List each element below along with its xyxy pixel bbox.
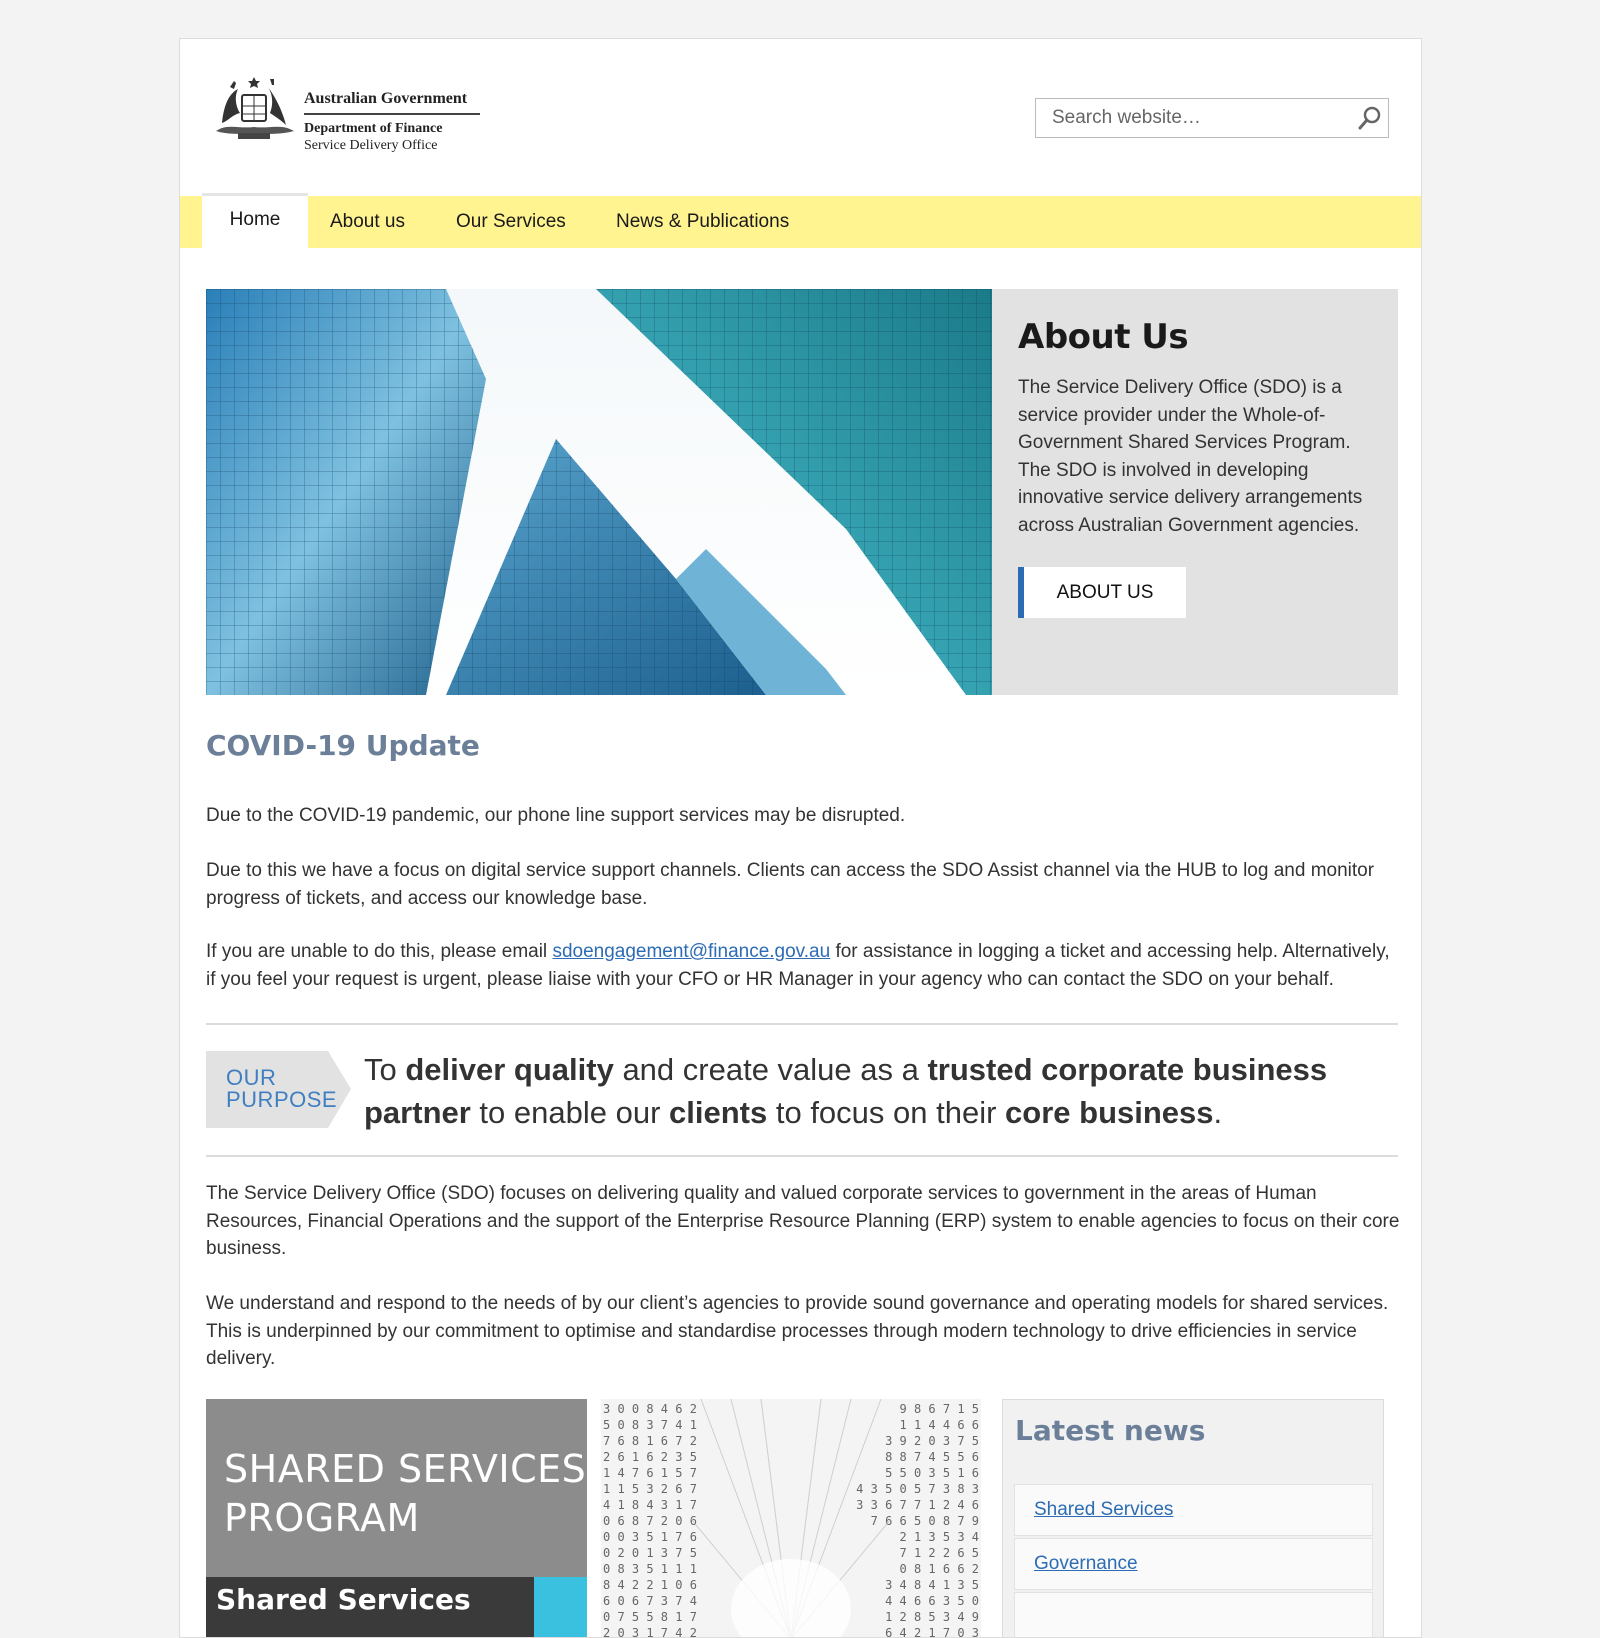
purpose-b1: deliver quality (405, 1052, 614, 1087)
search-icon[interactable] (1356, 104, 1384, 132)
nav-item-news-publications[interactable]: News & Publications (616, 211, 790, 232)
svg-text:4 1 8 4 3 1 7: 4 1 8 4 3 1 7 (603, 1498, 697, 1512)
covid-paragraph-2: Due to this we have a focus on digital service support channels. Clients can access the SDO Assist channel via the HUB to log and monitor progress of tickets, and access our knowledge base. (206, 860, 1375, 909)
svg-text:1 1 5 3 2 6 7: 1 1 5 3 2 6 7 (603, 1482, 697, 1496)
data-digits-tile[interactable] (601, 1399, 981, 1638)
svg-text:2 0 3 1 7 4 2: 2 0 3 1 7 4 2 (603, 1626, 697, 1638)
svg-text:0 2 0 1 3 7 5: 0 2 0 1 3 7 5 (603, 1546, 697, 1560)
body-paragraph-2: We understand and respond to the needs of by our client’s agencies to provide sound governance and operating models for shared services. This is underpinned by our commitment to optimise and standardise processes through modern technology to drive efficiencies in service delivery. (206, 1293, 1389, 1370)
covid-paragraph-1: Due to the COVID-19 pandemic, our phone line support services may be disrupted. (206, 805, 906, 826)
shared-services-tile-bar-label: Shared Services (216, 1583, 471, 1616)
shared-services-title-line2: PROGRAM (224, 1496, 420, 1540)
skyscrapers-image (206, 289, 992, 695)
news-item (1014, 1538, 1373, 1590)
svg-text:1 1 4 4 6 6: 1 1 4 4 6 6 (899, 1418, 979, 1432)
svg-text:5 5 0 3 5 1 6: 5 5 0 3 5 1 6 (885, 1466, 979, 1480)
purpose-s1: To (364, 1052, 406, 1087)
divider-top (206, 1023, 1398, 1025)
purpose-b3: clients (669, 1095, 768, 1130)
covid-text-after-email: for assistance in logging a ticket and accessing help. Alternatively, if you feel your request is urgent, please liaise with your CFO or HR Manager in your agency who can contact the SDO on your behalf. (206, 941, 1390, 990)
svg-text:0 8 1 6 6 2: 0 8 1 6 6 2 (899, 1562, 979, 1576)
shared-services-tile[interactable] (206, 1399, 587, 1638)
svg-text:4 3 5 0 5 7 3 8 3: 4 3 5 0 5 7 3 8 3 (856, 1482, 979, 1496)
svg-text:1 2 8 5 3 4 9: 1 2 8 5 3 4 9 (885, 1610, 979, 1624)
shared-services-tile-bar (206, 1577, 534, 1638)
purpose-statement (364, 1048, 1404, 1134)
about-us-button[interactable]: ABOUT US (1018, 567, 1186, 618)
purpose-s5: . (1213, 1095, 1223, 1130)
purpose-b2: trusted corporate business partner (364, 1052, 1328, 1130)
logo-department: Department of Finance (304, 121, 443, 136)
nav-item-home[interactable]: Home (202, 193, 308, 248)
svg-text:5 0 8 3 7 4 1: 5 0 8 3 7 4 1 (603, 1418, 697, 1432)
email-link[interactable]: sdoengagement@finance.gov.au (552, 941, 831, 962)
svg-text:2 6 1 6 2 3 5: 2 6 1 6 2 3 5 (603, 1450, 697, 1464)
svg-text:9 8 6 7 1 5: 9 8 6 7 1 5 (899, 1402, 979, 1416)
svg-text:8 8 7 4 5 5 6: 8 8 7 4 5 5 6 (885, 1450, 979, 1464)
purpose-badge (206, 1051, 351, 1128)
svg-text:1 4 7 6 1 5 7: 1 4 7 6 1 5 7 (603, 1466, 697, 1480)
purpose-s4: to focus on their (767, 1095, 1006, 1130)
news-item (1014, 1592, 1373, 1638)
covid-text-before-email: If you are unable to do this, please email (206, 941, 553, 962)
about-text: The Service Delivery Office (SDO) is a service provider under the Whole-of-Government Shared Services Program. The SDO is involved in developing innovative service delivery arrangements across Australian Government agencies. (1018, 377, 1363, 536)
purpose-b4: core business (1005, 1095, 1214, 1130)
data-digits-image (601, 1399, 981, 1638)
logo-office: Service Delivery Office (304, 138, 438, 153)
svg-text:3 9 2 0 3 7 5: 3 9 2 0 3 7 5 (885, 1434, 979, 1448)
svg-text:0 7 5 5 8 1 7: 0 7 5 5 8 1 7 (603, 1610, 697, 1624)
purpose-label-line1: OUR (226, 1065, 277, 1090)
logo-government: Australian Government (304, 89, 480, 115)
svg-text:2 1 3 5 3 4: 2 1 3 5 3 4 (899, 1530, 979, 1544)
svg-text:8 4 2 2 1 0 6: 8 4 2 2 1 0 6 (603, 1578, 697, 1592)
svg-text:3 0 0 8 4 6 2: 3 0 0 8 4 6 2 (603, 1402, 697, 1416)
svg-text:6 0 6 7 3 7 4: 6 0 6 7 3 7 4 (603, 1594, 697, 1608)
hero-image (206, 289, 992, 695)
svg-text:7 1 2 2 6 5: 7 1 2 2 6 5 (899, 1546, 979, 1560)
purpose-label-line2: PURPOSE (226, 1087, 338, 1112)
shared-services-tile-accent (534, 1577, 587, 1638)
purpose-s3: to enable our (470, 1095, 670, 1130)
news-link-shared-services[interactable]: Shared Services (1034, 1499, 1174, 1520)
body-paragraph-1: The Service Delivery Office (SDO) focuses on delivering quality and valued corporate services to government in the areas of Human Resources, Financial Operations and the support of the Enterprise Resource Planning (ERP) system to enable agencies to focus on their core business. (206, 1183, 1400, 1260)
site-logo[interactable] (208, 73, 488, 159)
svg-text:3 3 6 7 7 1 2 4 6: 3 3 6 7 7 1 2 4 6 (856, 1498, 979, 1512)
svg-text:7 6 8 1 6 7 2: 7 6 8 1 6 7 2 (603, 1434, 697, 1448)
svg-text:6 4 2 1 7 0 3: 6 4 2 1 7 0 3 (885, 1626, 979, 1638)
covid-title: COVID-19 Update (206, 729, 480, 762)
svg-text:3 4 8 4 1 3 5: 3 4 8 4 1 3 5 (885, 1578, 979, 1592)
svg-text:0 6 8 7 2 0 6: 0 6 8 7 2 0 6 (603, 1514, 697, 1528)
logo-text (304, 89, 480, 155)
nav-item-our-services[interactable]: Our Services (456, 211, 566, 232)
purpose-s2: and create value as a (613, 1052, 928, 1087)
svg-text:0 8 3 5 1 1 1: 0 8 3 5 1 1 1 (603, 1562, 697, 1576)
search-box (1035, 98, 1389, 138)
svg-text:4 4 6 6 3 5 0: 4 4 6 6 3 5 0 (885, 1594, 979, 1608)
news-item (1014, 1484, 1373, 1536)
svg-text:7 6 6 5 0 8 7 9: 7 6 6 5 0 8 7 9 (870, 1514, 979, 1528)
page-container (179, 38, 1422, 1638)
main-nav (180, 196, 1422, 248)
about-panel (992, 289, 1398, 695)
shared-services-tile-title (224, 1445, 586, 1543)
nav-item-about-us[interactable]: About us (330, 211, 405, 232)
tiles-row (206, 1399, 1398, 1638)
purpose-label (226, 1067, 337, 1111)
covid-paragraph-3 (206, 938, 1401, 993)
latest-news-title: Latest news (1015, 1414, 1206, 1447)
news-link-governance[interactable]: Governance (1034, 1553, 1138, 1574)
shared-services-title-line1: SHARED SERVICES (224, 1447, 587, 1491)
divider-bottom (206, 1155, 1398, 1157)
site-header (180, 39, 1421, 196)
coat-of-arms-icon (208, 73, 300, 143)
latest-news-panel (1002, 1399, 1384, 1638)
search-input[interactable] (1036, 99, 1336, 137)
about-title: About Us (1018, 317, 1189, 357)
hero-banner (206, 289, 1398, 695)
svg-text:0 0 3 5 1 7 6: 0 0 3 5 1 7 6 (603, 1530, 697, 1544)
